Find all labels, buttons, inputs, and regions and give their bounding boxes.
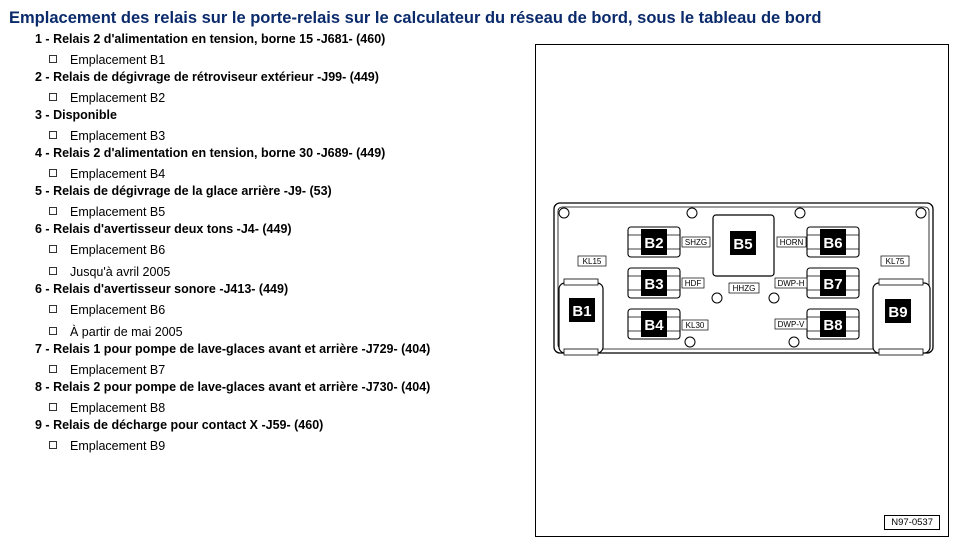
slot-b6-group [807, 227, 859, 257]
relay-entry-title [35, 183, 505, 199]
slot-b1-label: B1 [572, 303, 592, 320]
relay-entry-title [35, 417, 505, 433]
slot-b8-label: B8 [823, 317, 843, 334]
page-title: Emplacement des relais sur le porte-relais sur le calculateur du réseau de bord, sous le tableau de bord [9, 9, 822, 27]
relay-entry-title [35, 145, 505, 161]
hole [769, 293, 779, 303]
relay-entry-title [35, 69, 505, 85]
slot-b9-label: B9 [888, 304, 908, 321]
relay-entry-label: Relais 2 d'alimentation en tension, borne 15 -J681- (460) [53, 32, 386, 46]
relay-entry-detail-text: Emplacement B2 [70, 91, 166, 105]
hole [712, 293, 722, 303]
relay-entry-detail [35, 359, 505, 381]
relay-entry-detail [35, 299, 505, 321]
tag-kl75: KL75 [885, 257, 905, 266]
relay-entry-number: 8 - [35, 380, 50, 394]
slot-b6-label: B6 [823, 235, 843, 252]
square-bullet-icon [49, 169, 57, 177]
square-bullet-icon [49, 207, 57, 215]
relay-entry-label: Relais de décharge pour contact X -J59- (460) [53, 418, 324, 432]
relay-entry-detail-text: Emplacement B9 [70, 439, 166, 453]
figure-reference: N97-0537 [884, 515, 940, 530]
square-bullet-icon [49, 403, 57, 411]
relay-entry-number: 9 - [35, 418, 50, 432]
tag-kl30: KL30 [685, 321, 705, 330]
hole [795, 208, 805, 218]
relay-entry-label: Relais de dégivrage de rétroviseur extérieur -J99- (449) [53, 70, 379, 84]
slot-b4-label: B4 [644, 317, 664, 334]
relay-entry-label: Relais 1 pour pompe de lave-glaces avant et arrière -J729- (404) [53, 342, 431, 356]
relay-entry-label: Relais de dégivrage de la glace arrière -J9- (53) [53, 184, 332, 198]
square-bullet-icon [49, 327, 57, 335]
relay-entry-detail-text: Emplacement B5 [70, 205, 166, 219]
square-bullet-icon [49, 305, 57, 313]
relay-entry-detail [35, 49, 505, 71]
slot-b5-group [713, 215, 774, 276]
slot-b7-group [807, 268, 859, 298]
tag-hdf: HDF [684, 279, 702, 288]
square-bullet-icon [49, 441, 57, 449]
relay-entry-detail [35, 397, 505, 419]
relay-entry-number: 2 - [35, 70, 50, 84]
relay-entry-number: 6 - [35, 282, 50, 296]
slot-b1-group [559, 279, 603, 355]
relay-entry-number: 6 - [35, 222, 50, 236]
relay-entry-number: 4 - [35, 146, 50, 160]
relay-entry-detail [35, 239, 505, 261]
slot-b8-group [807, 309, 859, 339]
relay-carrier-figure [535, 44, 949, 537]
relay-entry-detail [35, 125, 505, 147]
relay-entry-title [35, 107, 505, 123]
relay-entry-detail-text: Emplacement B7 [70, 363, 166, 377]
relay-entry-detail-text: Emplacement B1 [70, 53, 166, 67]
square-bullet-icon [49, 55, 57, 63]
relay-entry-detail [35, 435, 505, 457]
relay-entry-detail [35, 261, 505, 283]
square-bullet-icon [49, 245, 57, 253]
relay-entry-title [35, 281, 505, 297]
hole [687, 208, 697, 218]
tag-dwp-h: DWP-H [777, 279, 805, 288]
relay-entry-label: Disponible [53, 108, 117, 122]
slot-b4-group [628, 309, 680, 339]
relay-entry-label: Relais 2 pour pompe de lave-glaces avant et arrière -J730- (404) [53, 380, 431, 394]
hole [916, 208, 926, 218]
slot-b7-label: B7 [823, 276, 843, 293]
tag-horn: HORN [779, 238, 804, 247]
relay-entry-detail [35, 321, 505, 343]
relay-entry-title [35, 31, 505, 47]
tag-hhzg: HHZG [732, 284, 756, 293]
relay-entry-number: 3 - [35, 108, 50, 122]
slot-b3-label: B3 [644, 276, 664, 293]
relay-entry-detail [35, 163, 505, 185]
relay-entry-detail-text: Emplacement B3 [70, 129, 166, 143]
square-bullet-icon [49, 267, 57, 275]
tag-kl15: KL15 [582, 257, 602, 266]
relay-entry-title [35, 221, 505, 237]
slot-b9-group [873, 279, 930, 355]
relay-entry-detail-text: Jusqu'à avril 2005 [70, 265, 171, 279]
relay-entry-detail-text: Emplacement B6 [70, 243, 166, 257]
relay-entry-detail [35, 201, 505, 223]
relay-entry-label: Relais d'avertisseur sonore -J413- (449) [53, 282, 289, 296]
relay-entry-detail-text: Emplacement B6 [70, 303, 166, 317]
slot-b3-group [628, 268, 680, 298]
hole [789, 337, 799, 347]
relay-entry-title [35, 341, 505, 357]
relay-entry-label: Relais d'avertisseur deux tons -J4- (449) [53, 222, 292, 236]
slot-b5-label: B5 [733, 236, 753, 253]
relay-carrier-diagram [536, 45, 950, 538]
square-bullet-icon [49, 365, 57, 373]
tag-dwp-v: DWP-V [777, 320, 805, 329]
tag-shzg: SHZG [684, 238, 708, 247]
slot-b2-group [628, 227, 680, 257]
relay-entry-number: 7 - [35, 342, 50, 356]
relay-entry-detail-text: Emplacement B8 [70, 401, 166, 415]
slot-b2-label: B2 [644, 235, 664, 252]
relay-entry-number: 5 - [35, 184, 50, 198]
square-bullet-icon [49, 131, 57, 139]
hole [685, 337, 695, 347]
relay-entry-detail-text: À partir de mai 2005 [70, 325, 183, 339]
relay-list [35, 31, 505, 455]
square-bullet-icon [49, 93, 57, 101]
relay-entry-number: 1 - [35, 32, 50, 46]
relay-entry-detail-text: Emplacement B4 [70, 167, 166, 181]
relay-entry-label: Relais 2 d'alimentation en tension, borne 30 -J689- (449) [53, 146, 386, 160]
relay-entry-detail [35, 87, 505, 109]
hole [559, 208, 569, 218]
relay-entry-title [35, 379, 505, 395]
